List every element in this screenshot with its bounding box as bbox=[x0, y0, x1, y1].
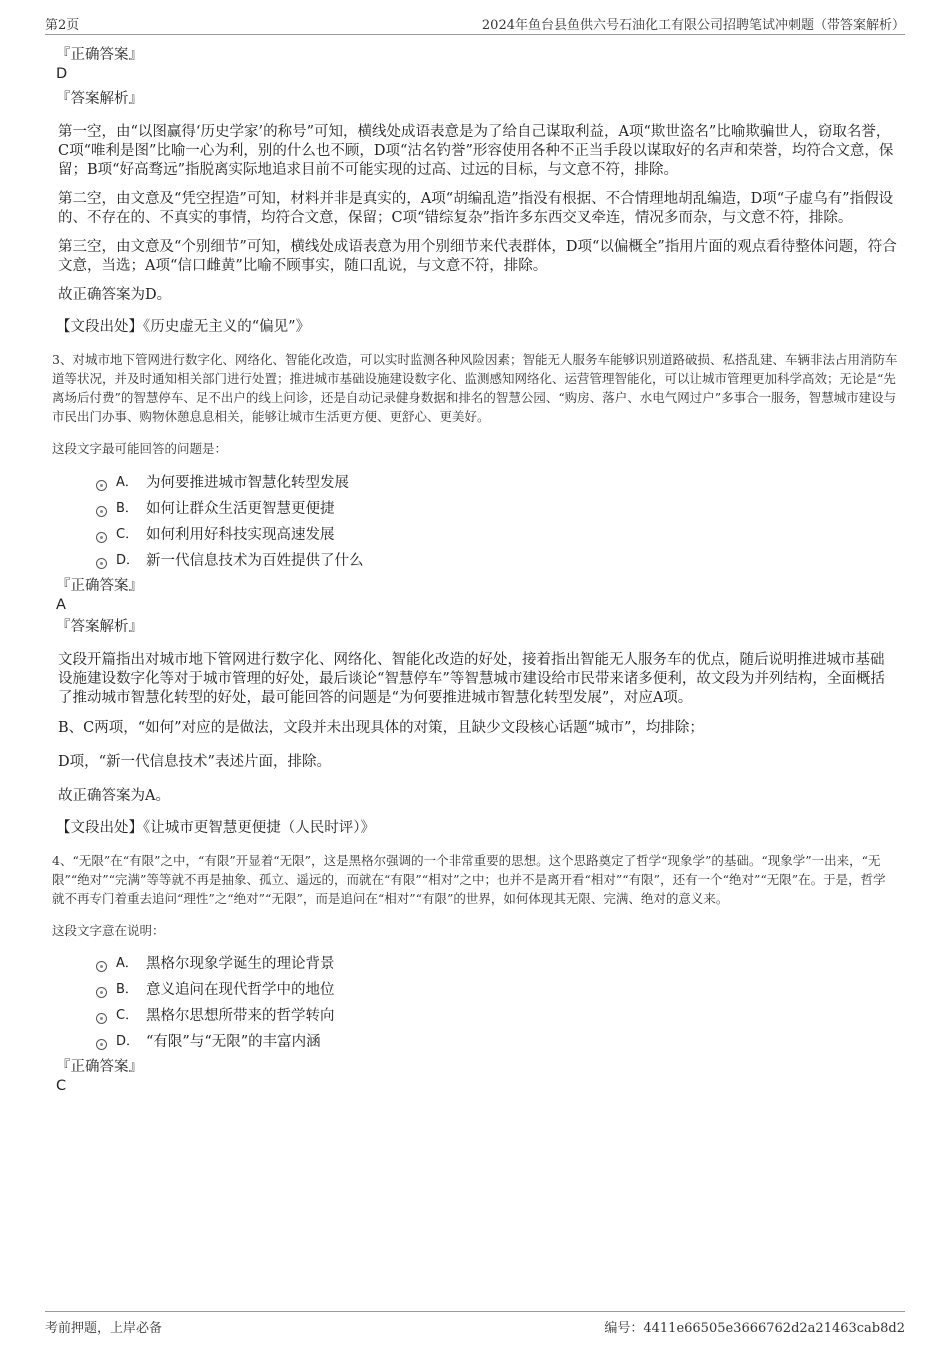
footer-slogan: 考前押题，上岸必备 bbox=[45, 1321, 163, 1336]
correct-answer-label: 『正确答案』 bbox=[56, 47, 143, 63]
document-code: 编号：4411e66505e3666762d2a21463cab8d2 bbox=[604, 1321, 905, 1336]
analysis-label: 『答案解析』 bbox=[56, 619, 143, 635]
option-list bbox=[96, 954, 898, 1052]
option-b[interactable]: B． 如何让群众生活更智慧更便捷 bbox=[96, 499, 898, 519]
question-stem: 3、对城市地下管网进行数字化、网络化、智能化改造，可以实时监测各种风险因素；智能无人服务车能够识别道路破损、私搭乱建、车辆非法占用消防车道等状况，并及时通知相关部门进行处置；推进城市基础设施建设数字化、监测感知网络化、运营管理智能化，可以让城市管理更加科学高效；无论是“先离场后付费”的智慧停车、足不出户的线上问诊，还是自动记录健身数据和排名的智慧公园、“购房、落户、水电气网过户”多事合一服务，智慧城市建设与市民出门办事、购物休憩息息相关，能够让城市生活更方便、更舒心、更美好。 bbox=[52, 352, 898, 424]
option-d[interactable]: D． 新一代信息技术为百姓提供了什么 bbox=[96, 551, 898, 571]
analysis-conclusion: 故正确答案为D。 bbox=[58, 287, 172, 303]
question-prompt: 这段文字最可能回答的问题是： bbox=[52, 441, 228, 456]
document-body bbox=[52, 46, 898, 1096]
passage-source: 【文段出处】《让城市更智慧更便捷（人民时评）》 bbox=[56, 820, 375, 836]
analysis-label: 『答案解析』 bbox=[56, 91, 143, 107]
option-b[interactable]: B． 意义追问在现代哲学中的地位 bbox=[96, 980, 898, 1000]
option-c[interactable]: C． 如何利用好科技实现高速发展 bbox=[96, 525, 898, 545]
option-a[interactable]: A． 黑格尔现象学诞生的理论背景 bbox=[96, 954, 898, 974]
correct-answer-value: A bbox=[56, 597, 66, 613]
page-number: 第2页 bbox=[45, 18, 80, 33]
correct-answer-value: C bbox=[56, 1078, 67, 1094]
correct-answer-label: 『正确答案』 bbox=[56, 578, 143, 594]
radio-icon[interactable] bbox=[96, 558, 107, 569]
radio-icon[interactable] bbox=[96, 961, 107, 972]
radio-icon[interactable] bbox=[96, 987, 107, 998]
question-stem: 4、“无限”在“有限”之中，“有限”开显着“无限”，这是黑格尔强调的一个非常重要的思想。这个思路奠定了哲学“现象学”的基础。“现象学”一出来，“无限”“绝对”“完满”等等就不再是抽象、孤立、遥远的，而就在“有限”“相对”之中；也并不是离开看“相对”“有限”，还有一个“绝对”“无限”在。于是，哲学就不再专门着重去追问“理性”之“绝对”“无限”，而是追问在“相对”“有限”的世界，如何体现其无限、完满、绝对的意义来。 bbox=[52, 853, 886, 906]
radio-icon[interactable] bbox=[96, 1039, 107, 1050]
analysis-paragraph: B、C两项，“如何”对应的是做法，文段并未出现具体的对策，且缺少文段核心话题“城市”，均排除； bbox=[58, 720, 704, 736]
analysis-conclusion: 故正确答案为A。 bbox=[58, 788, 170, 804]
option-a[interactable]: A． 为何要推进城市智慧化转型发展 bbox=[96, 473, 898, 493]
option-list bbox=[96, 473, 898, 571]
analysis-paragraph: 第二空，由文意及“凭空捏造”可知，材料并非是真实的，A项“胡编乱造”指没有根据、不合情理地胡乱编造，D项“子虚乌有”指假设的、不存在的、不真实的事情，均符合文意，保留；C项“错综复杂”指许多东西交叉牵连，情况多而杂，与文意不符，排除。 bbox=[58, 191, 894, 226]
correct-answer-value: D bbox=[56, 66, 68, 82]
passage-source: 【文段出处】《历史虚无主义的“偏见”》 bbox=[56, 319, 311, 335]
question-prompt: 这段文字意在说明： bbox=[52, 923, 165, 938]
correct-answer-label: 『正确答案』 bbox=[56, 1059, 143, 1075]
radio-icon[interactable] bbox=[96, 532, 107, 543]
radio-icon[interactable] bbox=[96, 1013, 107, 1024]
analysis-paragraph: D项，“新一代信息技术”表述片面，排除。 bbox=[58, 754, 331, 770]
radio-icon[interactable] bbox=[96, 506, 107, 517]
page-header bbox=[45, 14, 905, 35]
analysis-paragraph: 文段开篇指出对城市地下管网进行数字化、网络化、智能化改造的好处，接着指出智能无人服务车的优点，随后说明推进城市基础设施建设数字化等对于城市管理的好处，最后谈论“智慧停车”等智慧城市建设给市民带来诸多便利，故文段为并列结构，全面概括了推动城市智慧化转型的好处，最可能回答的问题是“为何要推进城市智慧化转型发展”，对应A项。 bbox=[58, 652, 885, 706]
radio-icon[interactable] bbox=[96, 480, 107, 491]
document-title: 2024年鱼台县鱼供六号石油化工有限公司招聘笔试冲刺题（带答案解析） bbox=[481, 18, 905, 33]
analysis-paragraph: 第一空，由“以图赢得‘历史学家’的称号”可知，横线处成语表意是为了给自己谋取利益，A项“欺世盗名”比喻欺骗世人，窃取名誉，C项“唯利是图”比喻一心为利，别的什么也不顾，D项“沽名钓誉”形容使用各种不正当手段以谋取好的名声和荣誉，均符合文意，保留；B项“好高骛远”指脱离实际地追求目前不可能实现的过高、过远的目标，与文意不符，排除。 bbox=[58, 124, 894, 178]
option-c[interactable]: C． 黑格尔思想所带来的哲学转向 bbox=[96, 1006, 898, 1026]
option-d[interactable]: D． “有限”与“无限”的丰富内涵 bbox=[96, 1032, 898, 1052]
page-footer bbox=[45, 1311, 905, 1336]
analysis-paragraph: 第三空，由文意及“个别细节”可知，横线处成语表意为用个别细节来代表群体，D项“以偏概全”指用片面的观点看待整体问题，符合文意，当选；A项“信口雌黄”比喻不顾事实，随口乱说，与文意不符，排除。 bbox=[58, 239, 897, 274]
